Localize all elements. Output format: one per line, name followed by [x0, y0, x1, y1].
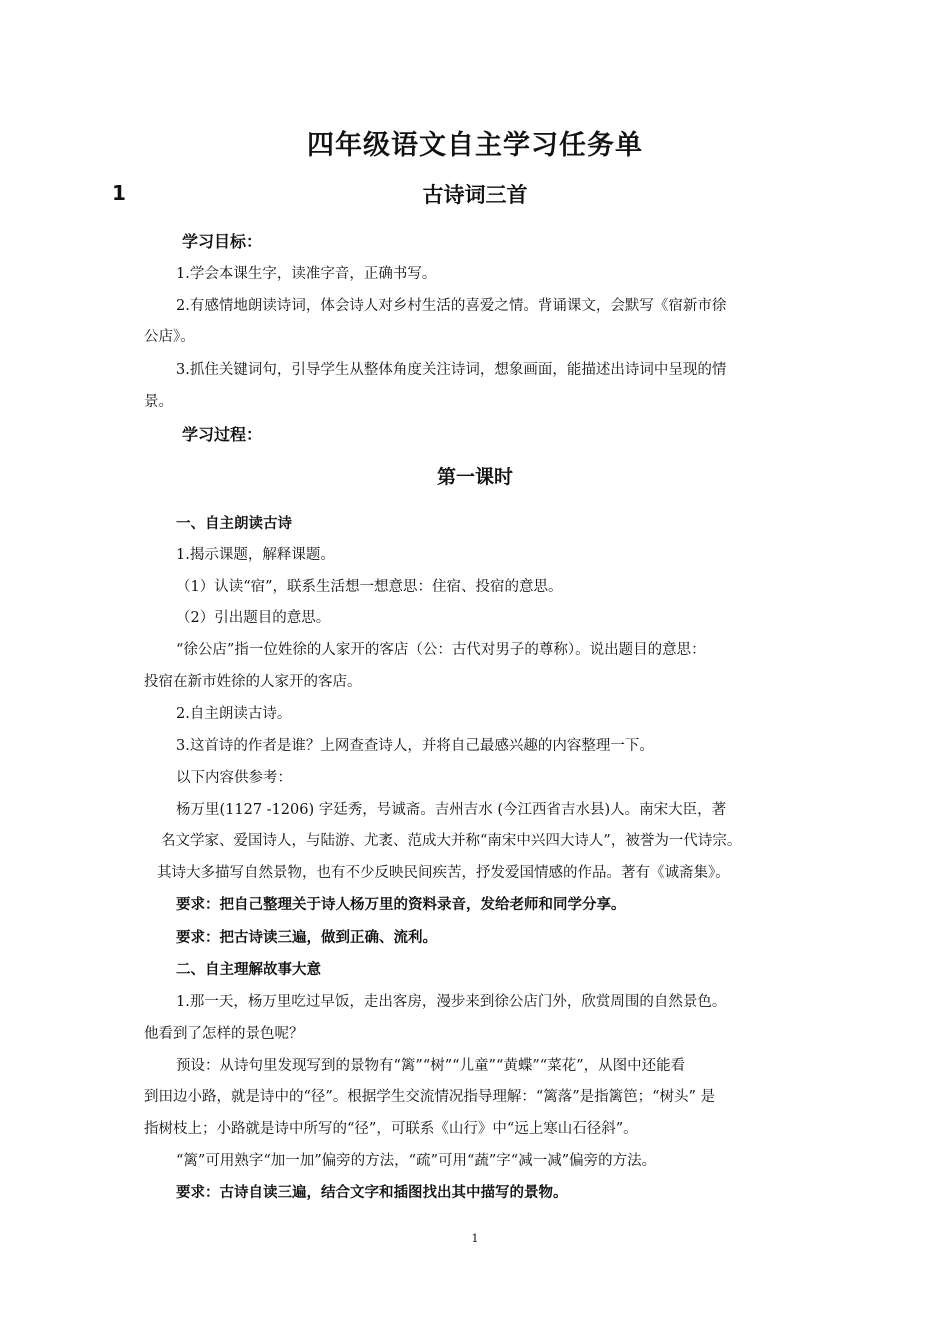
body-line: 其诗大多描写自然景物，也有不少反映民间疾苦，抒发爱国情感的作品。著有《诚斋集》。	[157, 865, 730, 881]
page-number: 1	[471, 1232, 479, 1245]
body-line: 以下内容供参考：	[176, 770, 292, 786]
goal-line: 公店》。	[144, 329, 195, 345]
body-line: 他看到了怎样的景色呢？	[144, 1026, 304, 1042]
goal-line: 1.学会本课生字，读准字音，正确书写。	[176, 266, 437, 282]
body-line: 杨万里(1127 -1206) 字廷秀，号诚斋。吉州吉水 (今江西省吉水县)人。南宋大臣，著	[176, 802, 727, 818]
body-line: 1.那一天，杨万里吃过早饭，走出客房，漫步来到徐公店门外，欣赏周围的自然景色。	[176, 994, 727, 1010]
goals-heading: 学习目标：	[182, 232, 263, 251]
body-line: （2）引出题目的意思。	[176, 610, 331, 626]
body-line: 1.揭示课题，解释课题。	[176, 547, 335, 563]
lesson-number: 1	[112, 181, 126, 205]
section-heading: 一、自主朗读古诗	[176, 516, 292, 532]
body-line: 名文学家、爱国诗人，与陆游、尤袤、范成大并称“南宋中兴四大诗人”，被誉为一代诗宗。	[161, 833, 742, 849]
goal-line: 3.抓住关键词句，引导学生从整体角度关注诗词，想象画面，能描述出诗词中呈现的情	[176, 362, 727, 378]
body-line: 预设：从诗句里发现写到的景物有“篱”“树”“儿童”“黄蝶”“菜花”，从图中还能看	[176, 1058, 686, 1074]
body-line: 投宿在新市姓徐的人家开的客店。	[144, 674, 362, 690]
goal-line: 景。	[144, 394, 173, 410]
period-title: 第一课时	[436, 466, 513, 488]
body-line: 3.这首诗的作者是谁？上网查查诗人，并将自己最感兴趣的内容整理一下。	[176, 738, 654, 754]
body-line: “徐公店”指一位姓徐的人家开的客店（公：古代对男子的尊称）。说出题目的意思：	[176, 642, 706, 658]
requirement-line: 要求：古诗自读三遍，结合文字和插图找出其中描写的景物。	[176, 1185, 568, 1201]
body-line: 2.自主朗读古诗。	[176, 706, 292, 722]
goal-line: 2.有感情地朗读诗词，体会诗人对乡村生活的喜爱之情。背诵课文，会默写《宿新市徐	[176, 298, 727, 314]
requirement-line: 要求：把古诗读三遍，做到正确、流利。	[176, 930, 437, 946]
requirement-line: 要求：把自己整理关于诗人杨万里的资料录音，发给老师和同学分享。	[176, 897, 626, 913]
body-line: 到田边小路，就是诗中的“径”。根据学生交流情况指导理解：“篱落”是指篱笆；“树头” 是	[144, 1089, 716, 1105]
body-line: （1）认读“宿”，联系生活想一想意思：住宿、投宿的意思。	[176, 579, 563, 595]
section-heading: 二、自主理解故事大意	[176, 962, 321, 978]
document-title: 四年级语文自主学习任务单	[307, 130, 643, 161]
body-line: 指树枝上；小路就是诗中所写的“径”，可联系《山行》中“远上寒山石径斜”。	[144, 1121, 638, 1137]
process-heading: 学习过程：	[182, 425, 263, 444]
lesson-title: 古诗词三首	[422, 183, 528, 207]
body-line: “篱”可用熟字“加一加”偏旁的方法，“疏”可用“蔬”字“减一减”偏旁的方法。	[176, 1153, 657, 1169]
